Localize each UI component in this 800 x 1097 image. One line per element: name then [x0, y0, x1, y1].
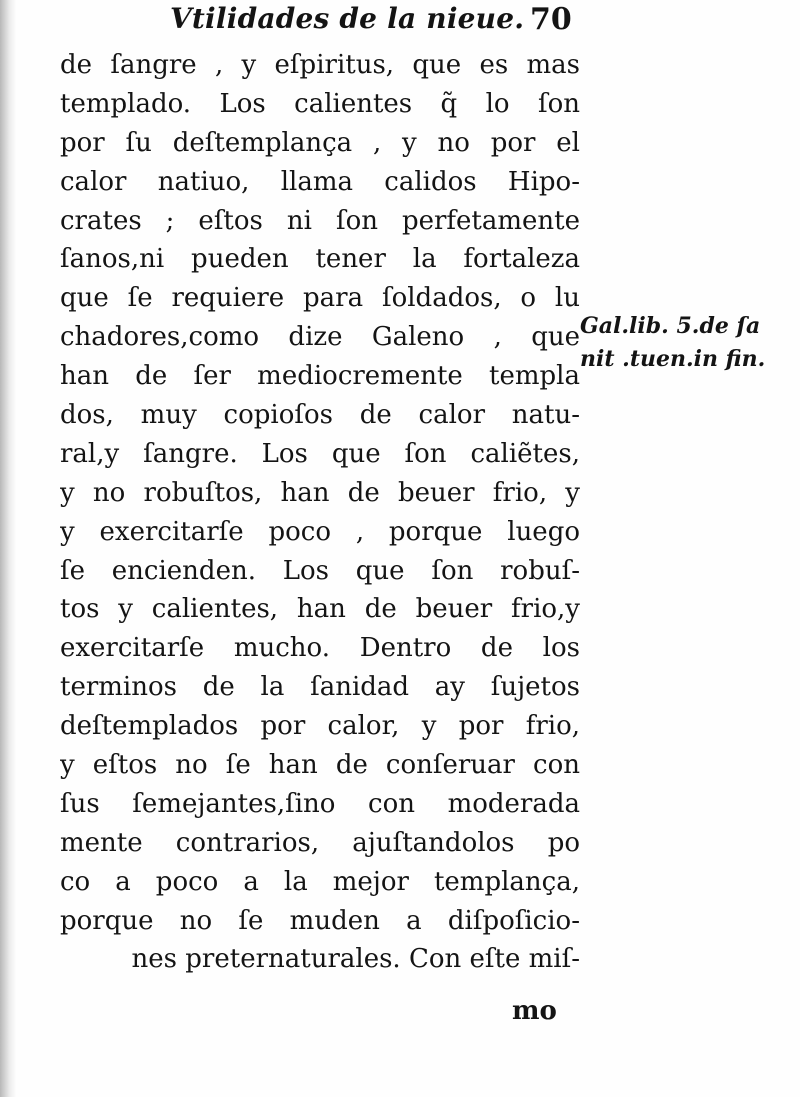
text-line: tos y calientes, han de beuer frio,y — [60, 594, 580, 625]
text-line: y exercitarſe poco , porque luego — [60, 516, 580, 547]
text-line: crates ; eſtos ni ſon perfetamente — [60, 205, 580, 236]
binding-shadow — [0, 0, 16, 1097]
text-line: calor natiuo, llama calidos Hipo- — [60, 166, 580, 197]
marginal-line: Gal.lib. 5.de ſa — [580, 313, 761, 339]
text-line: por ſu deſtemplança , y no por el — [60, 127, 580, 158]
text-line: exercitarſe mucho. Dentro de los — [60, 633, 580, 664]
text-line: ſe encienden. Los que ſon robuſ- — [60, 555, 580, 586]
text-line: ſanos,ni pueden tener la fortaleza — [60, 244, 580, 275]
text-line: templado. Los calientes q̃ lo ſon — [60, 88, 580, 119]
text-line: co a poco a la mejor templança, — [60, 866, 580, 897]
text-line: nes preternaturales. Con eſte miſ- — [131, 944, 580, 975]
text-line: que ſe requiere para ſoldados, o lu — [60, 283, 580, 314]
text-line: ſus ſemejantes,ſino con moderada — [60, 788, 580, 819]
body-text — [60, 46, 580, 979]
text-line: dos, muy copioſos de calor natu- — [60, 400, 580, 431]
text-line: y eſtos no ſe han de conſeruar con — [60, 750, 580, 781]
marginal-line: nit .tuen.in fin. — [580, 346, 766, 372]
text-line: chadores,como dize Galeno , que — [60, 322, 580, 353]
text-line: deſtemplados por calor, y por frio, — [60, 711, 580, 742]
text-line: mente contrarios, ajuſtandolos po — [60, 827, 580, 858]
text-line: ral,y ſangre. Los que ſon caliẽtes, — [60, 438, 580, 469]
running-title: Vtilidades de la nieue. — [170, 2, 525, 35]
catchword: mo — [512, 996, 557, 1026]
text-line: han de ſer mediocremente templa — [60, 361, 580, 392]
text-line: porque no ſe muden a diſpoſicio- — [60, 905, 580, 936]
text-line: de ſangre , y eſpiritus, que es mas — [60, 50, 580, 80]
text-line: terminos de la ſanidad ay ſujetos — [60, 672, 580, 703]
page-number: 70 — [530, 2, 572, 37]
text-line: y no robuſtos, han de beuer frio, y — [60, 477, 580, 508]
marginal-citation — [580, 310, 785, 376]
